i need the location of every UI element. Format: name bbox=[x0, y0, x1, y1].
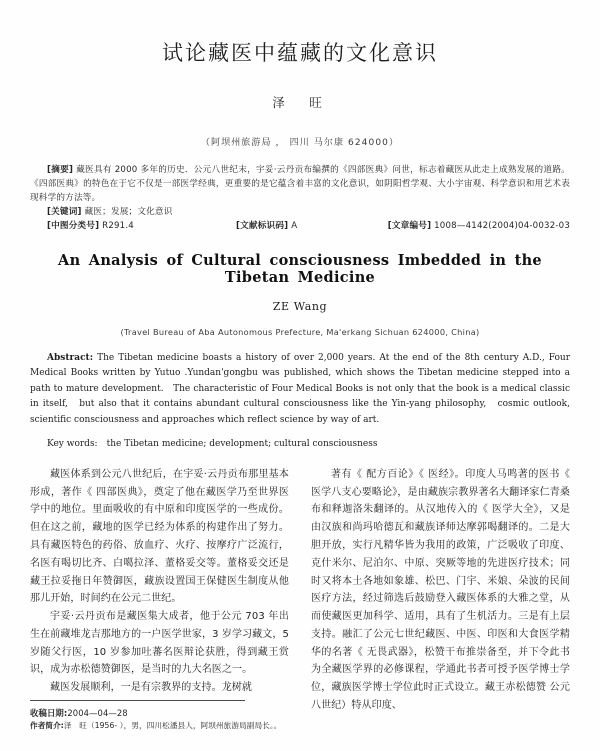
footnote-received-label: 收稿日期: bbox=[30, 707, 68, 718]
footnote-received-value: 2004—04—28 bbox=[67, 707, 128, 718]
footnote-block bbox=[30, 700, 289, 733]
keywords-line-cn bbox=[30, 206, 570, 220]
doc-code-value: A bbox=[291, 220, 298, 231]
clc-value: R291.4 bbox=[102, 220, 134, 231]
body-paragraph: 著有《 配方百论》《 医经》。印度人马鸣著的医书《 医学八支心要略论》，是由藏族宗教界著名大翻译家仁青桑布和释迦洛朱翻译的。从汉地传入的《 医学大全》，又是由汉族和尚玛哈德瓦和藏族译师达摩郭喝翻译的。二是大胆开放，实行凡精华皆为我用的政策，广泛吸收了印度、克什米尔、尼泊尔、中原、突厥等地的先进医疗技术；同时又将本土各地如象雄、松巴、门宇、米娘、朵波的民间医疗方法，经过筛选后鼓励登入藏医体系的大雅之堂，从而使藏医更加科学、适用，具有了生机活力。三是有上层支持。融汇了公元七世纪藏医、中医、印医和大食医学精华的名著《 无畏武器》，松赞干布推崇备至，并下令此书为全藏医学界的必修课程，学通此书者可授予医学博士学位，藏族医学博士学位此时正式设立。藏王赤松德赞 公元八世纪）特从印度、 bbox=[311, 468, 570, 712]
footnote-received-date bbox=[30, 706, 289, 720]
abstract-label-en: Abstract: bbox=[47, 352, 94, 363]
article-id-label: [文章编号] bbox=[387, 220, 432, 231]
abstract-paragraph-cn bbox=[30, 164, 570, 206]
body-column-right bbox=[311, 466, 570, 715]
abstract-label-cn: [摘要] bbox=[47, 165, 74, 176]
clc-field bbox=[30, 220, 219, 234]
abstract-text-en: The Tibetan medicine boasts a history of over 2,000 years. At the end of the 8th century A.D., Four Medical Books written by Yutuo .Yundan'gongbu was published, which shows the Tibetan medicine stepped into a path to mature development. The characteristic of Four Medical Books is not only that the book is a medical classic in itself, but also that it contains abundant cultural consciousness like the Yin-yang philosophy, cosmic outlook, scientific consciousness and approaches which reflect science by way of art. bbox=[30, 352, 570, 425]
body-paragraph: 宇妥·云丹贡布是藏医集大成者，他于公元 703 年出生在前藏堆龙吉那地方的一户医学世家，3 岁学习藏文，5 岁随父行医，10 岁参加吐蕃名医辩论获胜，得到藏王赏识，成为赤松德赞御医，是当时的九大名医之一。 bbox=[30, 611, 289, 676]
body-paragraph: 藏医体系到公元八世纪后，在宇妥·云丹贡布那里基本形成，著作《 四部医典》，奠定了他在藏医学乃至世界医学中的地位。里面吸收的有中原和印度医学的一些成份。但在这之前，藏地的医学已经为体系的构建作出了努力。具有藏医特色的药俗、放血疗、火疗、按摩疗广泛流行，名医有喝切比齐、白噶拉泽、董格妥交等。董格妥交还是藏王拉妥拖日年赞御医，藏族设置国王保健医生制度从他那儿开始，时间约在公元二世纪。 bbox=[30, 468, 289, 605]
doc-code-field bbox=[219, 220, 371, 234]
footnote-divider bbox=[30, 700, 245, 701]
keywords-text-en: the Tibetan medicine; development; cultural consciousness bbox=[106, 439, 378, 450]
doc-code-label: [文献标识码] bbox=[236, 220, 289, 231]
body-columns bbox=[30, 466, 570, 715]
affiliation-en: (Travel Bureau of Aba Autonomous Prefecture, Ma'erkang Sichuan 624000, China) bbox=[120, 326, 480, 337]
footnote-bio-label: 作者简介: bbox=[30, 721, 64, 731]
article-id-field bbox=[371, 220, 570, 234]
keywords-label-en: Key words: bbox=[47, 439, 98, 450]
author-name-cn: 泽 旺 bbox=[272, 95, 328, 111]
abstract-paragraph-en bbox=[30, 351, 570, 428]
abstract-block-cn bbox=[30, 164, 570, 234]
keywords-text-cn: 藏医；发展；文化意识 bbox=[84, 207, 173, 218]
article-id-value: 1008—4142(2004)04-0032-03 bbox=[434, 220, 570, 231]
affiliation-cn: （阿坝州旅游局 ， 四川 马尔康 624000） bbox=[200, 138, 400, 149]
abstract-text-cn: 藏医具有 2000 多年的历史．公元八世纪末，宇妥·云丹贡布编撰的《四部医典》问世，标志着藏医从此走上成熟发展的道路。《四部医典》的特色在于它不仅是一部医学经典，更重要的是它蕴含着丰富的文化意识，如阴阳哲学观、大小宇宙观、科学意识和用艺术表现科学的方法等。 bbox=[30, 165, 571, 204]
footnote-author-bio bbox=[30, 720, 289, 733]
keywords-line-en bbox=[30, 437, 570, 452]
page-title-cn: 试论藏医中蕴藏的文化意识 bbox=[162, 41, 438, 65]
author-name-en: ZE Wang bbox=[272, 299, 328, 313]
footnote-bio-value: 泽 旺（1956- ），男，四川松潘县人，阿坝州旅游局副局长。。 bbox=[63, 721, 282, 731]
clc-label: [中图分类号] bbox=[47, 220, 100, 231]
body-column-left bbox=[30, 466, 289, 715]
page-title-en: An Analysis of Cultural consciousness Imbedded in the Tibetan Medicine bbox=[58, 251, 542, 286]
body-paragraph: 藏医发展顺利，一是有宗教界的支持。龙树就 bbox=[50, 682, 252, 694]
classification-line bbox=[30, 220, 570, 234]
keywords-label-cn: [关键词] bbox=[47, 207, 82, 218]
